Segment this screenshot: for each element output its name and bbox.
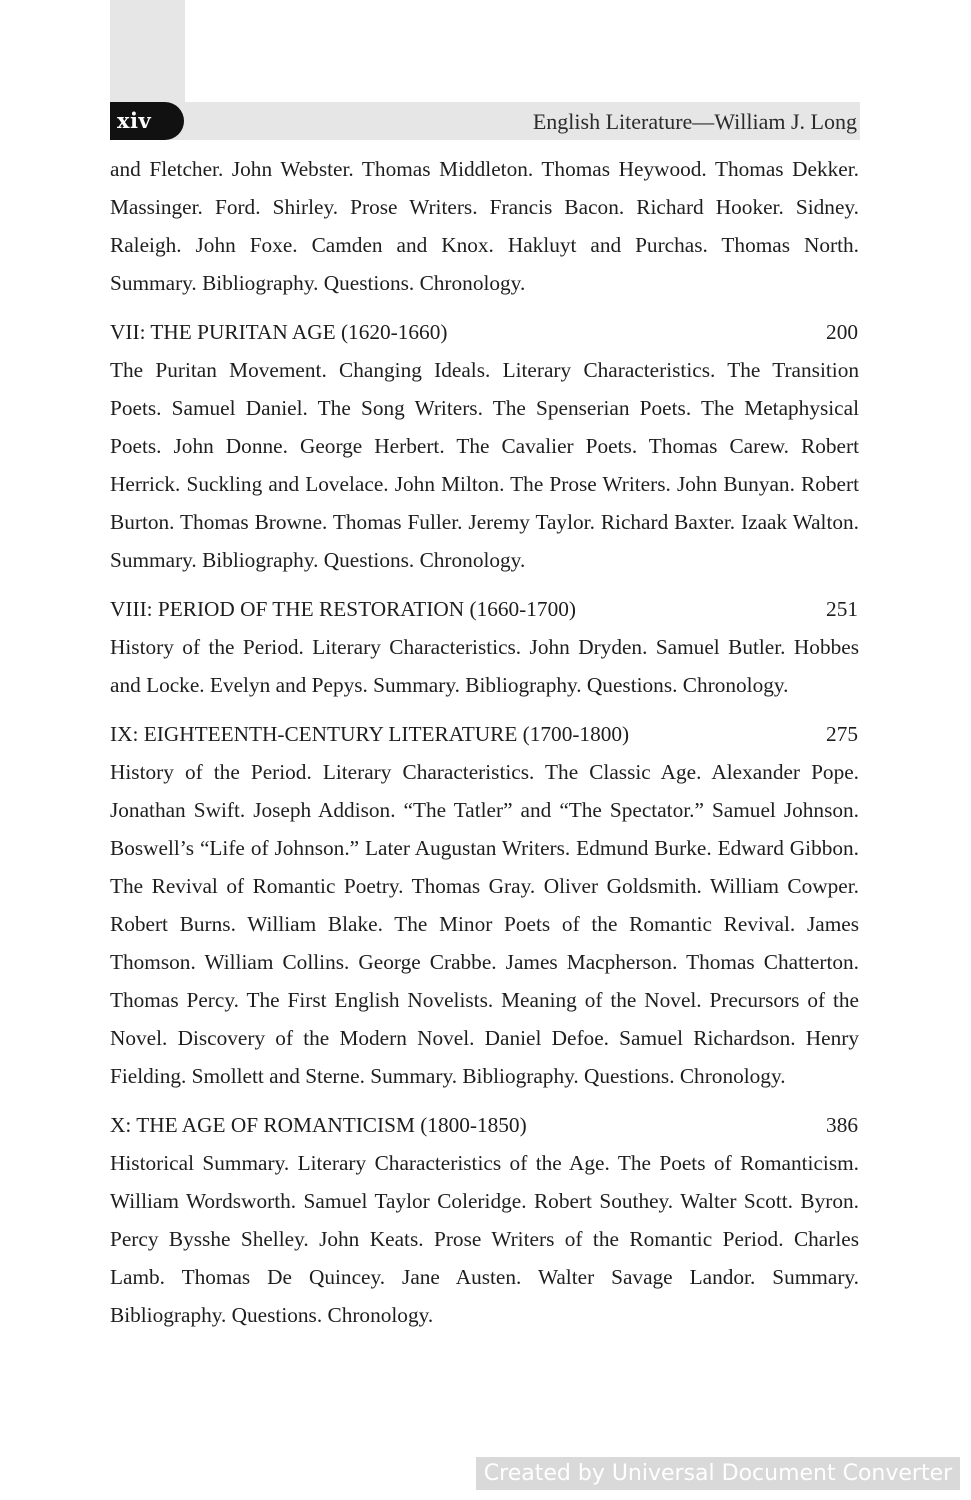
section-contents: Historical Summary. Literary Characteristics of the Age. The Poets of Romanticism. William Wordsworth. Samuel Taylor Coleridge. Robert Southey. Walter Scott. Byron. Percy Bysshe Shelley. John Keats. Prose Writers of the Romantic Period. Charles Lamb. Thomas De Quincey. Jane Austen. Walter Savage Landor. Summary. Bibliography. Questions. Chronology. [110,1151,859,1327]
section-contents: The Puritan Movement. Changing Ideals. Literary Characteristics. The Transition Poets. Samuel Daniel. The Song Writers. The Spenserian Poets. The Metaphysical Poets. John Donne. George Herbert. The Cavalier Poets. Thomas Carew. Robert Herrick. Suckling and Lovelace. John Milton. The Prose Writers. John Bunyan. Robert Burton. Thomas Browne. Thomas Fuller. Jeremy Taylor. Richard Baxter. Izaak Walton. Summary. Bibliography. Questions. Chronology. [110,358,859,572]
intro-paragraph: and Fletcher. John Webster. Thomas Middleton. Thomas Heywood. Thomas Dekker. Massinger. Ford. Shirley. Prose Writers. Francis Bacon. Richard Hooker. Sidney. Raleigh. John Foxe. Camden and Knox. Hakluyt and Purchas. Thomas North. Summary. Bibliography. Questions. Chronology. [110,157,859,295]
section-contents: History of the Period. Literary Characteristics. John Dryden. Samuel Butler. Hobbes and Locke. Evelyn and Pepys. Summary. Bibliography. Questions. Chronology. [110,635,859,697]
section-page-number: 251 [826,597,858,621]
section-page-number: 386 [826,1113,858,1137]
section-heading [110,1106,859,1144]
section-heading [110,313,859,351]
toc-content [110,150,859,1334]
section-heading [110,590,859,628]
toc-section-x [110,1106,859,1334]
section-page-number: 275 [826,722,858,746]
section-title: VIII: PERIOD OF THE RESTORATION (1660-1700) [110,597,576,621]
running-title: English Literature—William J. Long [532,109,857,134]
toc-section-vii [110,313,859,579]
toc-section-ix [110,715,859,1095]
section-page-number: 200 [826,320,858,344]
section-title: IX: EIGHTEENTH-CENTURY LITERATURE (1700-1800) [110,722,630,746]
section-contents: History of the Period. Literary Characteristics. The Classic Age. Alexander Pope. Jonathan Swift. Joseph Addison. “The Tatler” and “The Spectator.” Samuel Johnson. Boswell’s “Life of Johnson.” Later Augustan Writers. Edmund Burke. Edward Gibbon. The Revival of Romantic Poetry. Thomas Gray. Oliver Goldsmith. William Cowper. Robert Burns. William Blake. The Minor Poets of the Romantic Revival. James Thomson. William Collins. George Crabbe. James Macpherson. Thomas Chatterton. Thomas Percy. The First English Novelists. Meaning of the Novel. Precursors of the Novel. Discovery of the Modern Novel. Daniel Defoe. Samuel Richardson. Henry Fielding. Smollett and Sterne. Summary. Bibliography. Questions. Chronology. [110,760,859,1088]
converter-watermark: Created by Universal Document Converter [476,1457,960,1490]
section-title: VII: THE PURITAN AGE (1620-1660) [110,320,448,344]
section-title: X: THE AGE OF ROMANTICISM (1800-1850) [110,1113,527,1137]
header-tab-decoration [110,0,185,102]
section-heading [110,715,859,753]
page-number-badge: xiv [110,102,184,140]
toc-section-viii [110,590,859,704]
